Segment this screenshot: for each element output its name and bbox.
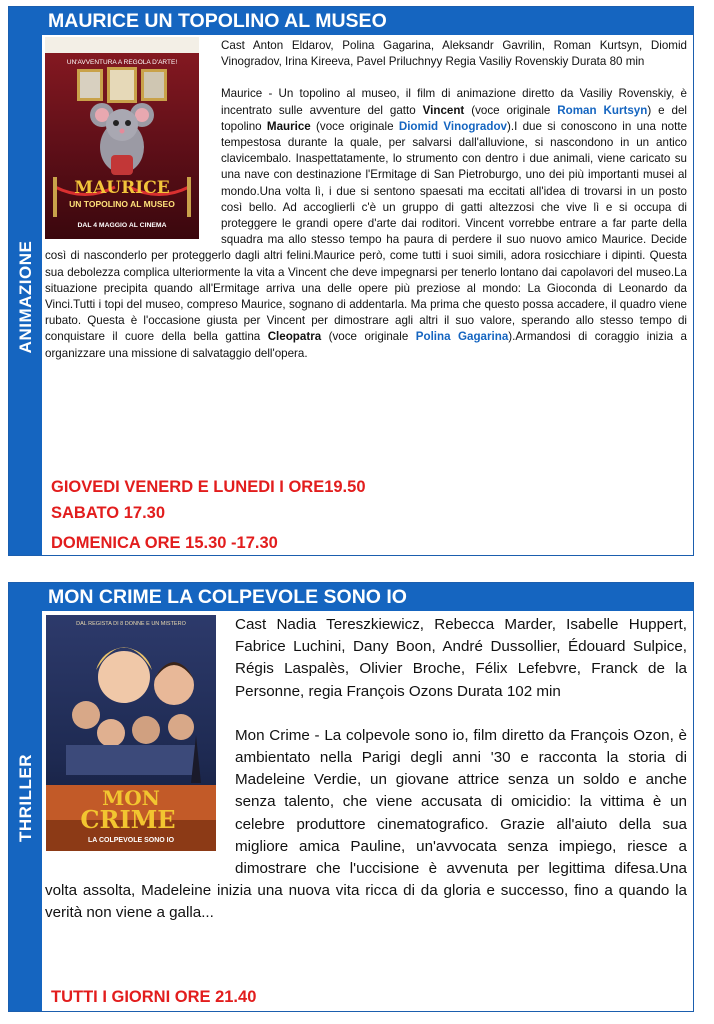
movie-card-maurice	[8, 6, 694, 556]
movie-description	[45, 614, 687, 925]
movie-card-mon-crime	[8, 582, 694, 1012]
plot-text: Mon Crime - La colpevole sono io, film diretto da François Ozon, è ambientato nella Parigi degli anni '30 e racconta la storia di Madeleine Verdie, un giovane attrice senza un soldo e anche senza talento, che viene accusata di omicidio: la vittima è un celebre produttore cinematografico. Grazie all'aiuto della sua migliore amica Pauline, un'avvocata senza impiego, riesce a dimostrare che l'uccisione è avvenuta per legittima difesa.Una volta assolta, Madeleine inizia una nuova vita ricca di da gloria e successo, fino a quando la verità non viene a galla...	[45, 726, 687, 922]
poster-subtitle: UN TOPOLINO AL MUSEO	[69, 199, 175, 209]
showtime: GIOVEDI VENERD E LUNEDI I ORE19.50	[51, 478, 366, 496]
poster-subtitle: LA COLPEVOLE SONO IO	[87, 837, 175, 844]
cast-text: Cast Nadia Tereszkiewicz, Rebecca Marder, Isabelle Huppert, Fabrice Luchini, Dany Boon, André Dussollier, Édouard Sulpice, Régis Laspalès, Olivier Broche, Félix Lefebvre, Franck de la Personne, regia François Ozons Durata 102 min	[235, 616, 687, 700]
showtime: SABATO 17.30	[51, 504, 166, 522]
movie-title: MON CRIME LA COLPEVOLE SONO IO	[42, 583, 693, 611]
poster-date: DAL 4 MAGGIO AL CINEMA	[77, 222, 167, 229]
genre-sidebar	[9, 7, 42, 555]
voice-actor-link: Roman Kurtsyn	[557, 103, 648, 117]
movie-description	[45, 38, 687, 362]
genre-label: THRILLER	[15, 753, 35, 843]
poster-logo: MAURICE	[74, 178, 170, 198]
poster-logo-line1: MON	[102, 786, 160, 810]
genre-label: ANIMAZIONE	[15, 240, 35, 354]
genre-sidebar	[9, 583, 42, 1011]
cast-text: Cast Anton Eldarov, Polina Gagarina, Aleksandr Gavrilin, Roman Kurtsyn, Diomid Vinogradov, Irina Kireeva, Pavel Priluchnyy Regia Vasiliy Rovenskiy Durata 80 min	[221, 39, 687, 69]
poster-top-text: DAL REGISTA DI 8 DONNE E UN MISTERO	[76, 621, 186, 627]
poster-top-text: UN'AVVENTURA A REGOLA D'ARTE!	[66, 59, 178, 66]
voice-actor-link: Diomid Vinogradov	[398, 119, 507, 133]
showtime: DOMENICA ORE 15.30 -17.30	[51, 534, 278, 552]
movie-title: MAURICE UN TOPOLINO AL MUSEO	[42, 7, 693, 35]
poster-logo-line2: CRIME	[80, 805, 176, 834]
showtime: TUTTI I GIORNI ORE 21.40	[51, 988, 257, 1006]
plot-text: Maurice - Un topolino al museo, il film di animazione diretto da Vasiliy Rovenskiy, è incentrato sulle avventure del gatto Vincent (voce originale Roman Kurtsyn) e del topolino Maurice (voce originale Diomid Vinogradov).I due si conoscono in una notte tempestosa durante la quale, per salvarsi dall'alluvione, si nascondono in un antico clavicembalo. Inaspettatamente, lo strumento con dentro i due animali, viene caricato su una nave con destinazione l'Ermitage di San Pietroburgo, uno dei più importanti musei al mondo.Una volta lì, i due si sentono spaesati ma eccitati all'idea di trovarsi in un posto così bello. Ad accoglierli c'è un gruppo di gatti altezzosi che vive lì e si occupa di proteggere le grandi opere d'arte dai roditori. Vincent vorrebbe entrare a far parte della squadra ma allo stesso tempo ha paura di perdere il suo nuovo amico Maurice. Decide così di nasconderlo per proteggerlo dagli altri felini.Maurice però, come tutti i suoi simili, adora rosicchiare i dipinti. Questa sua debolezza complica ulteriormente la vita a Vincent che deve impegnarsi per tenerlo lontano dai capolavori del museo.La situazione precipita quando all'Ermitage arriva una delle opere più preziose al mondo: La Gioconda di Leonardo da Vinci.Tutti i topi del museo, compreso Maurice, sognano di addentarla. Ma prima che questo possa accadere, il quadro viene rubato. Questa è l'occasione giusta per Vincent per dimostrare agli altri il suo valore, sperando allo stesso tempo di conquistare il cuore della bella gattina Cleopatra (voce originale Polina Gagarina).Armandosi di coraggio inizia a organizzare una missione di salvataggio dell'opera.	[45, 87, 688, 360]
voice-actor-link: Polina Gagarina	[415, 330, 509, 344]
